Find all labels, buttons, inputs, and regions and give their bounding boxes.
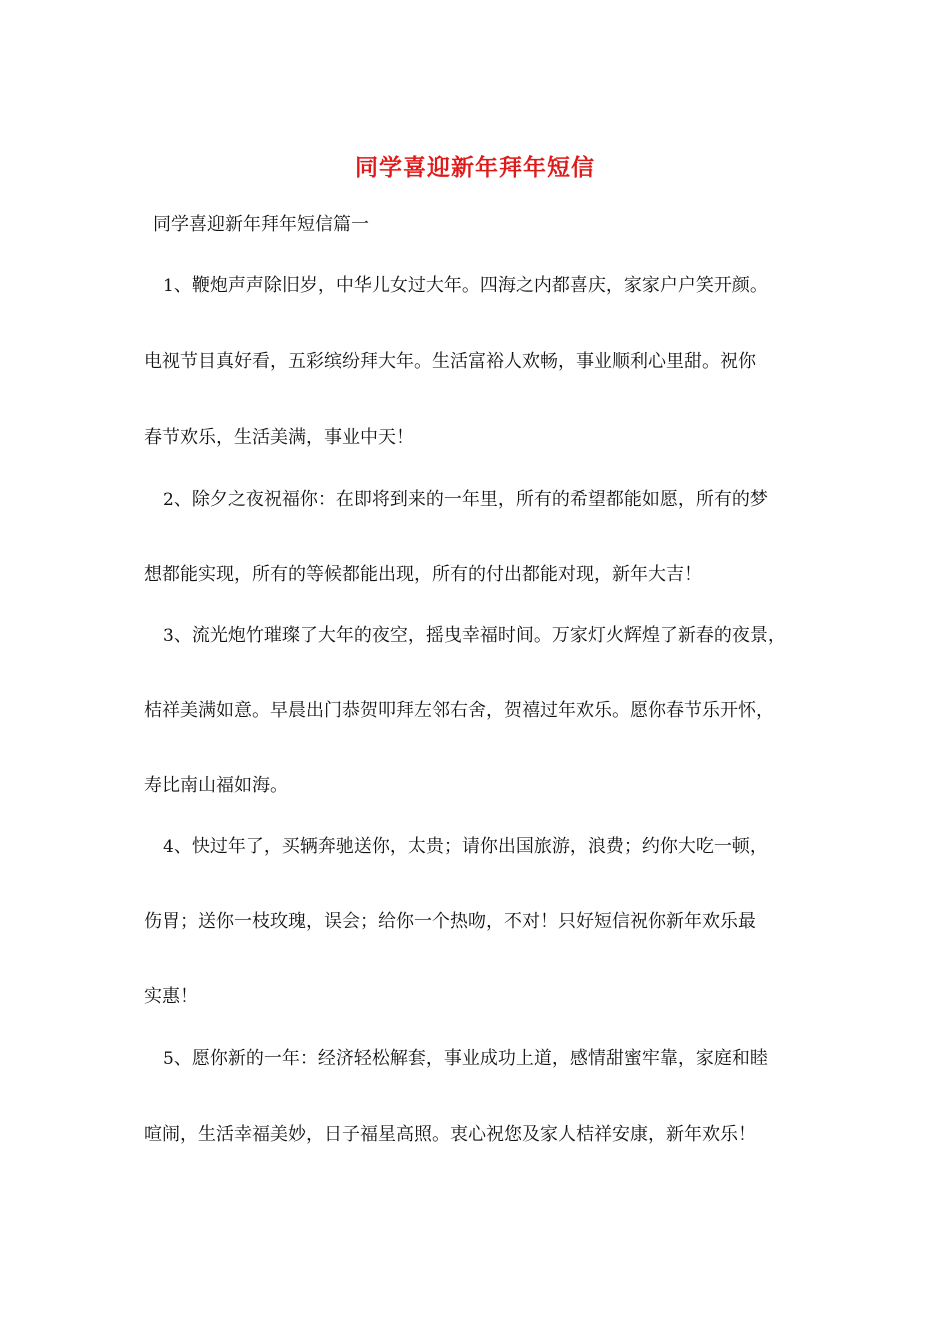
item-1-number: 1: [163, 276, 174, 296]
item-3-line-2: 桔祥美满如意。早晨出门恭贺叩拜左邻右舍，贺禧过年欢乐。愿你春节乐开怀，: [144, 700, 774, 721]
item-4-line-3: 实惠！: [144, 986, 198, 1007]
item-1-line-2: 电视节目真好看，五彩缤纷拜大年。生活富裕人欢畅，事业顺利心里甜。祝你: [144, 351, 756, 372]
item-5-line-1: 5、愿你新的一年：经济轻松解套，事业成功上道，感情甜蜜牢靠，家庭和睦: [163, 1048, 768, 1069]
item-2-line-2: 想都能实现，所有的等候都能出现，所有的付出都能对现，新年大吉！: [144, 564, 702, 585]
item-3-line-1: 3、流光炮竹璀璨了大年的夜空，摇曳幸福时间。万家灯火辉煌了新春的夜景，: [163, 625, 786, 646]
section-heading: 同学喜迎新年拜年短信篇一: [153, 214, 369, 235]
item-4-line-2: 伤胃；送你一枝玫瑰，误会；给你一个热吻，不对！只好短信祝你新年欢乐最: [144, 911, 756, 932]
item-1-line-1: 1、鞭炮声声除旧岁，中华儿女过大年。四海之内都喜庆，家家户户笑开颜。: [163, 275, 768, 296]
item-5-line-2: 喧闹，生活幸福美妙，日子福星高照。衷心祝您及家人桔祥安康，新年欢乐！: [144, 1124, 756, 1145]
item-4-number: 4: [163, 837, 174, 857]
item-3-line-3: 寿比南山福如海。: [144, 775, 288, 796]
item-2-number: 2: [163, 490, 174, 510]
item-1-line-3: 春节欢乐，生活美满，事业中天！: [144, 427, 414, 448]
item-5-number: 5: [163, 1049, 174, 1069]
item-3-number: 3: [163, 626, 174, 646]
item-2-line-1: 2、除夕之夜祝福你：在即将到来的一年里，所有的希望都能如愿，所有的梦: [163, 489, 768, 510]
item-4-line-1: 4、快过年了，买辆奔驰送你，太贵；请你出国旅游，浪费；约你大吃一顿，: [163, 836, 768, 857]
document-title: 同学喜迎新年拜年短信: [355, 154, 595, 181]
